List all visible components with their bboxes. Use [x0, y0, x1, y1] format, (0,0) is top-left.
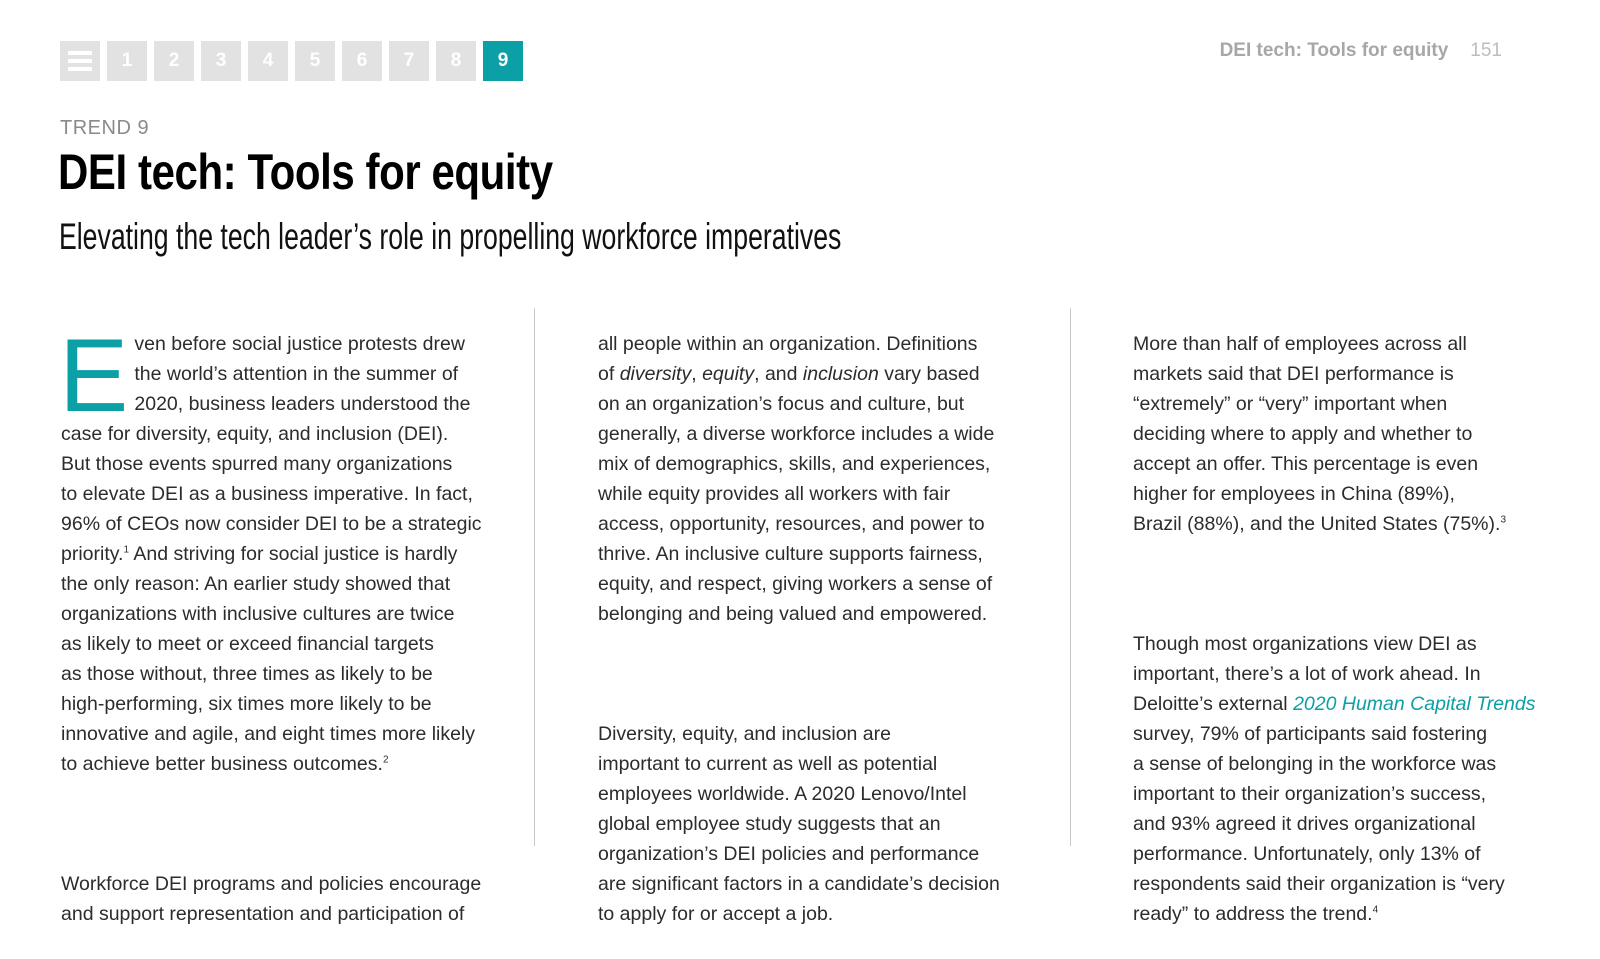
paragraph: [59, 318, 491, 779]
page-subtitle: Elevating the tech leader’s role in propelling workforce imperatives: [59, 216, 842, 257]
running-title: DEI tech: Tools for equity: [1219, 40, 1449, 61]
column-divider: [534, 308, 535, 846]
emphasis: equity: [702, 363, 755, 385]
text-run: Though most organizations view DEI as important, there’s a lot of work ahead. In Deloitte’s external: [1133, 633, 1481, 715]
nav-tab-5[interactable]: 5: [295, 41, 335, 81]
nav-tab-4[interactable]: 4: [248, 41, 288, 81]
nav-tab-8[interactable]: 8: [436, 41, 476, 81]
nav-tab-1[interactable]: 1: [107, 41, 147, 81]
text-run: ,: [691, 363, 703, 385]
paragraph: Diversity, equity, and inclusion are important to current as well as potential employees worldwide. A 2020 Lenovo/Intel global employee study suggests that an organization’s DEI policies and performance are significant factors in a candidate’s decision to apply for or accept a job.: [598, 723, 1000, 925]
footnote-ref[interactable]: 2: [382, 754, 389, 766]
human-capital-trends-link[interactable]: 2020 Human Capital Trends: [1293, 693, 1536, 715]
text-run: all people within an organization. Definitions of: [598, 333, 978, 385]
column-divider: [1070, 308, 1071, 846]
paragraph: [598, 329, 1028, 629]
footnote-ref[interactable]: 4: [1372, 904, 1379, 916]
text-column-2: [598, 299, 1028, 959]
emphasis: inclusion: [802, 363, 879, 385]
hamburger-menu-icon: [68, 51, 92, 71]
text-run: survey, 79% of participants said fostering a sense of belonging in the workforce was important to their organization’s success, and 93% agreed it drives organizational performance. Unfortunately, only 13% of respondents said their organization is “very ready” to address the trend.: [1133, 723, 1505, 925]
page-title: DEI tech: Tools for equity: [58, 144, 553, 200]
trend-kicker: TREND 9: [60, 117, 150, 139]
paragraph: Workforce DEI programs and policies encourage and support representation and participation of: [61, 873, 482, 925]
paragraph: [1133, 629, 1563, 929]
nav-tab-6[interactable]: 6: [342, 41, 382, 81]
footnote-ref[interactable]: 1: [123, 544, 130, 556]
section-nav: [60, 41, 523, 81]
nav-tab-9-active[interactable]: 9: [483, 41, 523, 81]
nav-tab-7[interactable]: 7: [389, 41, 429, 81]
drop-cap: E: [59, 318, 129, 434]
text-run: And striving for social justice is hardly the only reason: An earlier study showed that organizations with inclusive cultures are twice as likely to meet or exceed financial targets as those without, three times as likely to be high-performing, six times more likely to be innovative and agile, and eight times more likely to achieve better business outcomes.: [61, 543, 476, 775]
nav-tab-2[interactable]: 2: [154, 41, 194, 81]
text-column-1: [61, 299, 491, 959]
emphasis: diversity: [619, 363, 692, 385]
text-column-3: [1133, 299, 1563, 959]
text-block: [61, 419, 491, 779]
text-line: ven before social justice protests drew: [134, 333, 465, 355]
text-run: More than half of employees across all markets said that DEI performance is “extremely” or “very” important when deciding where to apply and whether to accept an offer. This percentage is even higher for employees in China (89%), Brazil (88%), and the United States (75%).: [1133, 333, 1501, 535]
text-line: 2020, business leaders understood the: [134, 393, 471, 415]
footnote-ref[interactable]: 3: [1500, 514, 1506, 526]
page-number: 151: [1470, 40, 1502, 61]
text-run: , and: [754, 363, 803, 385]
running-header: [1220, 40, 1502, 62]
nav-tab-3[interactable]: 3: [201, 41, 241, 81]
text-run: vary based on an organization’s focus and culture, but generally, a diverse workforce includes a wide mix of demographics, skills, and experiences, while equity provides all workers with fair access, opportunity, resources, and power to thrive. An inclusive culture supports fairness, equity, and respect, giving workers a sense of belonging and being valued and empowered.: [598, 363, 995, 625]
text-run: case for diversity, equity, and inclusion (DEI). But those events spurred many organizations to elevate DEI as a business imperative. In fact, 96% of CEOs now consider DEI to be a strategic priority.: [61, 423, 482, 565]
paragraph: [1133, 329, 1563, 539]
text-line: the world’s attention in the summer of: [134, 363, 459, 385]
menu-button[interactable]: [60, 41, 100, 81]
